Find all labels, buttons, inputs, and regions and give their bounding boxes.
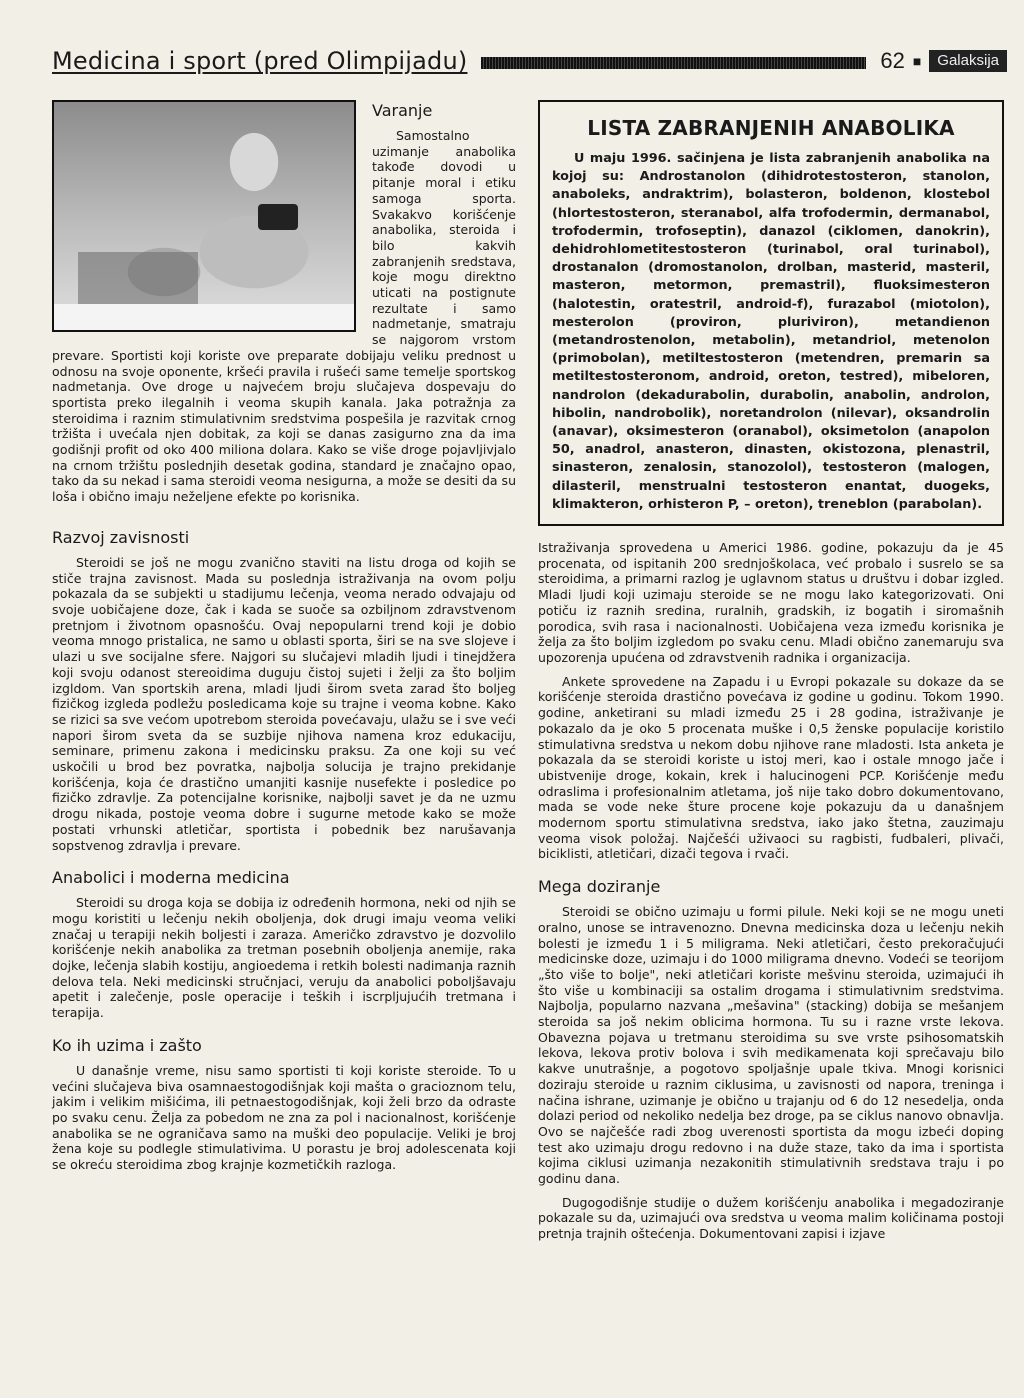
photo-figure <box>52 100 358 334</box>
heading-razvoj-zavisnosti: Razvoj zavisnosti <box>52 527 190 547</box>
section-title: Medicina i sport (pred Olimpijadu) <box>52 47 468 75</box>
header-bullet-icon: ■ <box>912 53 922 69</box>
paragraph-varanje: Samostalno uzimanje anabolika takođe dovodi u pitanje moral i etiku samoga sporta. Svakakvo korišćenje anabolika, steroida i bilo kakvih zabranjenih sredstava, koje mogu direktno uticati na postignute rezultate i samo nadmetanje, smatraju se najgorom vrstom prevare. Sportisti koji koriste ove preparate dobijaju veliku prednost u odnosu na svoje oponente, kršeći pravila i rušeći same temelje sportskog nadmetanja. Ove droge u najvećem broju slučajeva dospevaju do sportista preko ilegalnih i veoma skupih kanala. Jaka potražnja za steroidima i raznim stimulativnim sredstvima pospešila je razvitak crnog tržišta i uvećala njen dobitak, za koji se danas zasigurno zna da ima godišnji profit od oko 400 miliona dolara. Kako se više droge pojavljivjalo na crnom tržištu poslednjih desetak godina, standard je značajno opao, tako da su nekad i sama steroidi veoma nesigurna, a može se desiti da su loša i obično imaju neželjene efekte po korisnika. <box>52 128 516 505</box>
heading-anabolici-moderna-medicina: Anabolici i moderna medicina <box>52 868 290 888</box>
photo-bottom-strip <box>54 304 354 330</box>
magazine-name-badge: Galaksija <box>929 50 1007 72</box>
paragraph-razvoj-zavisnosti: Steroidi se još ne mogu zvanično staviti na listu droga od kojih se stiče trajna zavisnost. Mada su poslednja istraživanja na ovom polju pokazala da se subjekti u stadijumu lečenja, veoma nerado odvajaju od svoje uobičajene doze, čak i kada se suoče sa ozbiljnom zdravstvenom pretnjom i životnom opasnošću. Ovaj nepopularni trend koji je dobio veoma mnogo pristalica, ne samo u oblasti sporta, širi se na sve slojeve i ulazi u sve socijalne sfere. Najgori su slučajevi mladih ljudi i tinejdžera koji svoju odanost stereoidima duguju čistoj sujeti i želji za što boljim izgldom. Van sportskih arena, mladi ljudi širom sveta zarad što boljeg fizičkog izgleda podležu posledicama koje su trajne i veoma kobne. Kako se rizici sa sve većom upotrebom steroida povećavaju, ulažu se i sve veći napori širom sveta da se suzbije njihova namena kroz edukaciju, seminare, primenu zakona i medicinsku praksu. Za one koji su već uskočili u brod bez povratka, najbolja solucija je trajno prekidanje korišćenja, koja će drastično umanjiti kasnije nusefekte i posledice po fizičko zdravlje. Za potencijalne korisnike, najbolji savet je da ne uzmu drogu nikada, postoje veoma dobre i sugurne metode kako se može postati vrhunski atletičar, sportista i pobednik bez narušavanja sopstvenog zdravlja i prevare. <box>52 554 516 853</box>
right-column <box>538 100 1004 1250</box>
paragraph-ankete: Ankete sprovedene na Zapadu i u Evropi pokazale su dokaze da se korišćenje steroida drastično povećava iz godine u godinu. Tokom 1990. godine, anketirani su mladi između 25 i 28 godina, istraživanje je pokazalo da je oko 5 procenata muške i 0,5 ženske populacije koristilo stimulativna sredstva u nekom dobu njihove rane mladosti. Ista anketa je pokazala da se steroidi koriste u istoj meri, kao i ostale mnogo jače i ubistvenije droge, kokain, krek i halucinogeni PCP. Korišćenje među odraslima i profesionalnim atletama, još nije tako dobro dokumentovano, mada se vode neke šture procene koje pokazuju da u današnjem modernom sportu stimulativna sredstva, iako jako štetna, zauzimaju veoma visok položaj. Najčešći uživaoci su ragbisti, fudbaleri, plivači, biciklisti, atletičari, dizači tegova i rvači. <box>538 673 1004 862</box>
paragraph-dugogodisnje-studije: Dugogodišnje studije o dužem korišćenju anabolika i megadoziranje pokazale su da, uzimajući ova sredstva u veoma malim količinama postoji pretnja trajnih oštećenja. Dokumentovani zapisi i izjave <box>538 1194 1004 1242</box>
left-column <box>52 100 516 1181</box>
heading-varanje: Varanje <box>372 101 433 120</box>
photo-object-shape <box>258 204 298 230</box>
paragraph-mega-doziranje: Steroidi se obično uzimaju u formi pilule. Neki koji se ne mogu uneti oralno, unose se intravenozno. Dnevna medicinska doza u lečenju nekih bolesti je između 1 i 5 miligrama. Neki atletičari, često prekoračujući medicinske doze, uzimaju i do 1000 miligrama dnevno. Vodeći se teorijom „što više to bolje", neki atletičari koriste mešvinu steroida, uzimajući ih što više u kombinaciji sa ostalim drogama i stimulativnim sredstvima. Najbolja, popularno nazvana „mešavina" (stacking) dobija se mešanjem steroida sa još nekim oblicima hormona. Tu su i razne vrste lekova. Obavezna pojava u tretmanu steroidima su sve vrste psihosomatskih lekova, lekova protiv bolova i svih medikamenata koji sprečavaju bilo kakve unutrašnje, a pogotovo spoljašnje upale tkiva. Mnogi korisnici doziraju steroide u raznim ciklusima, u zavisnosti od napora, treninga i načina ishrane, uzimanje je obično u trajanju od 6 do 12 nesedelja, onda dolazi period od nekoliko nedelja bez droge, pa se ciklus nanovo obnavlja. Ovo se najčešće radi zbog uverenosti sportista da mogu izbeći doping test ako uzimaju drogu redovno i na duže staze, tako da ima i sportista kojima ciklusi uzimanja nezakonitih stimulativnih sredstava traju i po godinu dana. <box>538 904 1004 1187</box>
page-number: 62 <box>880 48 905 73</box>
heading-ko-ih-uzima: Ko ih uzima i zašto <box>52 1035 202 1055</box>
header-rule <box>481 57 866 69</box>
photo-shadow-shape <box>78 252 198 304</box>
paragraph-anabolici: Steroidi su droga koja se dobija iz određenih hormona, neki od njih se mogu koristiti u lečenju nekih oboljenja, dok drugi imaju veoma veliki značaj u terapiji nekih boljesti i zaraza. Američko zdravstvo je dozvolilo korišćenje nekih anabolika za tretman posebnih oboljenja anemije, raka dojke, lečenja slabih kostiju, angioedema i retkih bolesti nadimanja raznih delova tela. Neki medicinski stručnjaci, veruju da anabolici poboljšavaju apetit i zalečenje, posle operacije i teških i iscrpljujućih tretmana i terapija. <box>52 895 516 1021</box>
box-text: U maju 1996. sačinjena je lista zabranjenih anabolika na kojoj su: Androstanolon (dihidrotestosteron, stanolon, anaboleks, andraktrim), bolasteron, boldenon, klostebol (hlortestosteron, steranabol, alfa trofodermin, dermanabol, trofodermin, trofoseptin), danazol (ciklomen, danokrin), dehidrohlometitestosteron (turinabol, oral turinabol), drostanalon (dromostanolon, drolban, masterid, masteril, masteron, metormon, premastril), fluoksimesteron (halotestin, oratestril, android-f), furazabol (miotolon), mesterolon (proviron, pluriviron), metandienon (metandrostenolon, metabolin), metandriol, metenolon (primobolan), metiltestosteron (metendren, premarin sa metiltestosteronom, android, oreton, testred), mibeloren, nandrolon (dekadurabolin, durabolin, anabolin, androlon, hibolin, nandrobolik), noretandrolon (nilevar), oksandrolin (anavar), oksimesteron (oranabol), oksimetolon (anapolon 50, anadrol, anasteron, dinasten, okistozona, plenastril, sinasteron, zenalosin, stanozolol), testosteron (malogen, dilasteril, menstrualni testosteron enantat, duogeks, klimakteron, orhisteron P, – oreton), treneblon (parabolan). <box>552 151 990 512</box>
page-header <box>52 40 1007 76</box>
paragraph-ko-ih-uzima: U današnje vreme, nisu samo sportisti ti koji koriste steroide. To u većini slučajeva biva osamnaestogodišnjak koji mašta o gracioznom telu, jakim i velikim mišićima, ili petnaestogodišnjak, koji želi brzo da odraste po svaku cenu. Želja za pobedom ne zna za pol i nacionalnost, korišćenje anabolika se ne ograničava samo na muški deo populacije. Veliki je broj žena koje su podlegle stimulativima. U porastu je broj adolescenata koji se okreću steroidima zbog krajnje kozmetičkih razloga. <box>52 1062 516 1173</box>
paragraph-istrazivanja: Istraživanja sprovedena u Americi 1986. godine, pokazuju da je 45 procenata, od ispitanih 200 srednjoškolaca, već probalo i susrelo se sa steroidima, a primarni razlog je uglavnom status u društvu i dobar izgled. Mladi ljudi koji uzimaju steroide se ne mogu lako kategorizovati. Oni potiču iz raznih sredina, ruralnih, gradskih, iz bogatih i siromašnih porodica, svih rasa i nacionalnosti. Uobičajena veza između korisnika je želja za što boljim izgledom po svaku cenu. Mladi obično zanemaruju sva upozorenja upućena od zdravstvenih radnika i organizacija. <box>538 540 1004 665</box>
article-photo <box>52 100 356 332</box>
box-title: LISTA ZABRANJENIH ANABOLIKA <box>587 116 955 140</box>
banned-anabolics-box <box>538 100 1004 526</box>
heading-mega-doziranje: Mega doziranje <box>538 877 661 897</box>
